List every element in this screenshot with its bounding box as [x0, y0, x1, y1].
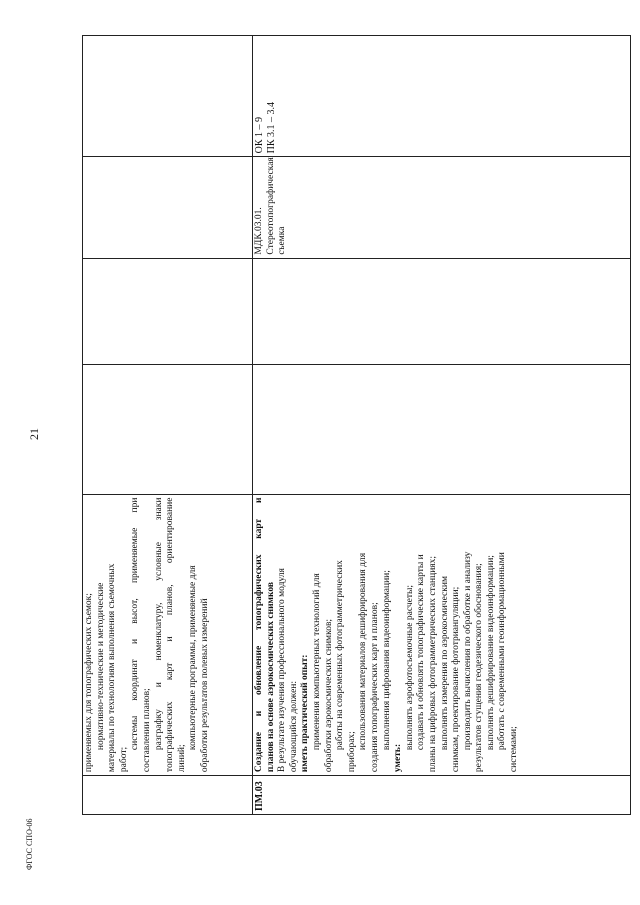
content-line: нормативно-технические и методические: [95, 582, 106, 751]
hours-cell: [253, 365, 631, 494]
hours-cell: [83, 365, 253, 494]
content-line: выполнять дешифрирование видеоинформации;: [485, 555, 496, 751]
content-line: уметь:: [393, 743, 404, 773]
content-line: работ;: [118, 746, 129, 773]
general-competencies: ОК 1 – 9: [254, 116, 265, 154]
content-line: разграфку и номенклатуру, условные знаки: [153, 497, 164, 751]
content-line: выполнять измерения по аэрокосмическим: [439, 576, 450, 751]
content-line: планы на цифровых фотограмметрических станциях;: [427, 555, 438, 773]
content-cell: [83, 494, 253, 776]
content-line: Создание и обновление топографических карт и: [254, 497, 264, 773]
content-line: компьютерные программы, применяемые для: [188, 565, 199, 751]
hours-cell-2: [253, 258, 631, 365]
table-row: [253, 36, 631, 815]
content-line: В результате изучения профессионального модуля: [277, 568, 288, 773]
content-line: выполнения цифрования видеоинформации;: [381, 570, 392, 751]
content-line: системами;: [509, 726, 520, 773]
hours-cell-2: [83, 258, 253, 365]
professional-competencies: ПК 3.1 – 3.4: [266, 101, 277, 154]
content-line: системы координат и высот, применяемые при: [130, 497, 141, 751]
content-line: создавать и обновлять топографические карты и: [416, 554, 427, 751]
content-line: снимкам, проектирование фототриангуляции;: [451, 586, 462, 773]
footer-code: ФГОС СПО-06: [25, 818, 34, 870]
competencies-cell: [253, 36, 631, 157]
content-line: производить вычисления по обработке и анализу: [462, 551, 473, 751]
content-line: планов на основе аэрокосмических снимков: [265, 581, 276, 773]
table-row: [83, 36, 253, 815]
content-line: топографических карт и планов, ориентирование: [165, 497, 176, 773]
content-line: линий;: [176, 744, 187, 773]
content-line: применяемых для топографических съемок;: [84, 593, 94, 773]
curriculum-table: [82, 35, 630, 815]
content-line: обучающийся должен:: [288, 680, 299, 773]
content-line: создания топографических карт и планов;: [369, 602, 380, 773]
content-line: приборах;: [346, 731, 357, 773]
discipline-cell: [83, 157, 253, 258]
content-line: обработки аэрокосмических снимков;: [323, 618, 334, 773]
content-line: применения компьютерных технологий для: [311, 573, 322, 751]
page-number: 21: [27, 428, 41, 440]
content-line: использования материалов дешифрирования для: [358, 552, 369, 751]
module-code-cell: [83, 776, 253, 815]
content-line: составлении планов;: [141, 688, 152, 773]
content-line: обработки результатов полевых измерений: [199, 598, 210, 773]
content-cell: [253, 494, 631, 776]
content-line: результатов сгущения геодезического обоснования;: [474, 563, 485, 773]
discipline-cell: МДК.03.01. Стереотопографическая съемка: [253, 157, 631, 258]
content-line: материалы по технологиям выполнения съемочных: [107, 563, 118, 773]
module-code-cell: ПМ.03: [253, 776, 631, 815]
content-line: выполнять аэрофотосъемочные расчеты;: [404, 584, 415, 751]
content-line: работы на современных фотограмметрических: [335, 560, 346, 751]
competencies-cell: [83, 36, 253, 157]
content-line: работать с современными геоинформационными: [497, 552, 508, 751]
content-line: иметь практический опыт:: [300, 654, 311, 773]
